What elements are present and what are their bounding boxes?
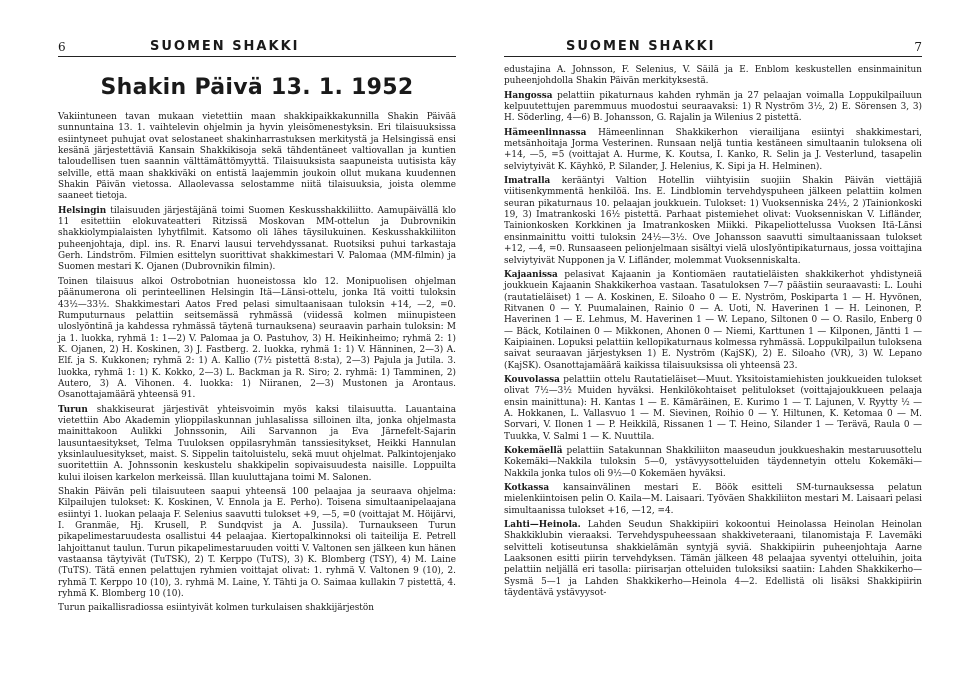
article-paragraph (504, 270, 922, 372)
left-page-body (58, 112, 456, 615)
right-page (480, 0, 960, 681)
paragraph-text: Vakiintuneen tavan mukaan vietettiin maan shakkipaikkakunnilla Shakin Päivää sunnuntaina 13. 1. vaihtelevin ohjelmin ja hyvin yleisömenestyksin. Eri tilaisuuksissa esiintyneet puhujat ovat selostaneet shakinharrastuksen merkitystä ja Helsingissä ensi kesänä järjestettäviä Kansain Shakkikisoja sekä tähdentäneet valtiovallan ja kuntien taloudellisen tuen saannin välttämättömyyttä. Tilaisuuksista saapuneista uutisista käy selville, että maan shakkiväki on entistä laajemmin joukoin ollut mukana kuudennen Shakin Päivän vietossa. Allaolevassa selostamme niitä tilaisuuksia, joista olemme saaneet tietoja. (58, 112, 456, 202)
paragraph-lead-word: Hangossa (504, 90, 553, 101)
article-paragraph (504, 91, 922, 125)
article-paragraph (504, 128, 922, 173)
paragraph-text: edustajina A. Johnsson, F. Selenius, V. Säilä ja E. Enblom keskustellen ensinmainitun puheenjohdolla Shakin Päivän merkityksestä. (504, 65, 922, 87)
left-journal-name: SUOMEN SHAKKI (150, 39, 300, 54)
paragraph-text: shakkiseurat järjestivät yhteisvoimin myös kaksi tilaisuutta. Lauantaina vietettiin Abo Akademin ylioppilaskunnan juhlasalissa silloinen ilta, jonka ohjelmasta mainittakoon Aulikki Johnssonin, Aili Sarvannon ja Eva Järnefelt-Sajarin lausuntaesitykset, Telma Tuuloksen oppilasryhmän tanssiesitykset, Heikki Hannulan yksinlauluesitykset, maist. S. Sippelin taitoluistelu, sekä muut ohjelmat. Palkintojenjako suoritettiin A. Johnssonin keskustelu shakkipelin sopivaisuudesta naisille. Loppuilta kului iloisen karkelon merkeissä. Illan kuuluttajana toimi M. Salonen. (58, 404, 456, 483)
paragraph-text: tilaisuuden järjestäjänä toimi Suomen Keskusshakkiliitto. Aamupäivällä klo 11 esitettiin elokuvateatteri Ritzissä Moskovan MM-ottelun ja Dubrovnikin shakkiolympialaisten lyhytfilmit. Katsomo oli lähes täysilukuinen. Keskusshakkiliiton puheenjohtaja, dipl. ins. R. Enarvi lausui tervehdyssanat. Ruotsiksi puhui tarkastaja Gerh. Lindström. Filmien esittelyn suorittivat shakkimestari V. Palomaa (MM-filmin) ja Suomen mestari K. Ojanen (Dubrovnikin filmin). (58, 205, 456, 273)
paragraph-text: Lahden Seudun Shakkipiiri kokoontui Heinolassa Heinolan Heinolan Shakkiklubin vieraaksi. Tervehdyspuheessaan shakkiveteraani, tilanomistaja F. Lavemäki selvitteli kotiseutunsa shakkielämän syntyjä syviä. Shakkipiirin puheenjohtaja Aarne Laaksonen esitti piirin tervehdyksen. Tämän jälkeen 48 pelaajaa syventyi otteluihin, joita pelattiin neljällä eri tasolla: piirisarjan otteluiden tuloksiksi saatiin: Lahden Shakkikerho—Sysmä 5—1 ja Lahden Shakkikerho—Heinola 4—2. Edellistä oli lisäksi Shakkipiirin täydentävä ystävyysot- (504, 520, 922, 599)
left-page-number: 6 (58, 40, 66, 54)
paragraph-lead-word: Imatralla (504, 176, 551, 187)
paragraph-text: kerääntyi Valtion Hotellin viihtyisiin suojiin Shakin Päivän viettäjiä viitisenkymmentä henkilöä. Ins. E. Lindblomin tervehdyspuheen jälkeen pelattiin kolmen seuran pikaturnaus 10. pelaajan joukkuein. Tulokset: 1) Vuoksenniska 24½, 2 )Tainionkoski 19, 3) Imatrankoski 16½ pistettä. Parhaat pistemiehet olivat: Vuoksenniskan V. Lifländer, Tainionkosken Korkkinen ja Imatrankosken Miikki. Pikapeliottelussa Vuoksen Itä-Länsi ensinmainittu voitti tuloksin 24½—3½. Ove Johansson saavutti simultaanissaan tulokset +12, —4, =0. Runsaaseen pelionjelmaan sisältyi vielä ulosIyöntipikaturnaus, jossa voittajina selviytyivät Nupponen ja V. Lifländer, molemmat Vuoksenniskalta. (504, 176, 922, 266)
paragraph-text: pelasivat Kajaanin ja Kontiomäen rautatieläisten shakkikerhot yhdistyneiä joukkuein Kajaanin Shakkikerhoa vastaan. Tasatuloksen 7—7 päästiin seuraavasti: L. Louhi (rautatieläiset) 1 — A. Koskinen, E. Siloaho 0 — E. Nyström, Poskiparta 1 — H. Hyvönen, Ritvanen 0 — Y. Puumalainen, Rainio 0 — A. Uoti, N. Haverinen 1 — H. Leinonen, P. Haverinen 1 — E. Lehmus, M. Haverinen 1 — W. Lepano, Siltonen 0 — O. Rasilo, Enberg 0 — Bäck, Kotilainen 0 — Mikkonen, Ahonen 0 — Niemi, Karttunen 1 — Kilponen, Jäntti 1 — Kaipiainen. Lopuksi pelattiin kellopikaturnaus kolmessa ryhmässä. Loppukilpailun tuloksena saivat seuraavan järjestyksen 1) E. Nyström (KajSK), 2) E. Siloaho (VR), 3) W. Lepano (KajSK). Osanottajamäärä kaikissa tilaisuuksissa oli yhteensä 23. (504, 269, 922, 371)
right-journal-name: SUOMEN SHAKKI (566, 39, 716, 54)
article-paragraph (504, 483, 922, 517)
paragraph-lead-word: Helsingin (58, 205, 107, 216)
right-page-number: 7 (914, 40, 922, 54)
paragraph-text: Turun paikallisradiossa esiintyivät kolmen turkulaisen shakkijärjestön (58, 603, 374, 614)
article-paragraph (504, 65, 922, 88)
article-paragraph (58, 487, 456, 600)
paragraph-text: kansainvälinen mestari E. Böök esitteli SM-turnauksessa pelatun mielenkiintoisen pelin O. Kaila—M. Laisaari. Työväen Shakkiliiton mestari M. Laisaari pelasi simultaanissa tulokset +16, —12, =4. (504, 483, 922, 516)
article-paragraph (504, 520, 922, 599)
article-paragraph (58, 603, 456, 614)
paragraph-text: pelattiin ottelu Rautatieläiset—Muut. Yksitoistamiehisten joukkueiden tulokset olivat 7½—3½ Muiden hyväksi. Henkilökohtaiset pelitulokset (voittajajoukkueen pelaaja ensin mainittuna): H. Kantas 1 — E. Kämäräinen, E. Kurimo 1 — T. Lajunen, V. Ryytty ½ — A. Hokkanen, L. Vallasvuo 1 — M. Sievinen, Roihio 0 — Y. Hiltunen, K. Ketomaa 0 — M. Sorvari, V. Ilonen 1 — P. Heikkilä, Rissanen 1 — T. Heino, Silander 1 — Terävä, Raula 0 — Tuukka, V. Salmi 1 — K. Nuuttila. (504, 374, 922, 442)
article-paragraph (504, 446, 922, 480)
paragraph-text: Toinen tilaisuus alkoi Ostrobotnian huoneistossa klo 12. Monipuolisen ohjelman päänumerona oli perinteellinen Helsingin Itä—Länsi-ottelu, jonka Itä voitti tuloksin 43½—33½. Shakkimestari Aatos Fred pelasi simultaanisaan tuloksin +14, —2, =0. Rumputurnaus pelattiin seitsemässä ryhmässä (viidessä kolmen miinupisteen uloslyöntinä ja kahdessa ryhmässä täytenä turnauksena) seuraavin parhain tuloksin: M ja 1. luokka, ryhmä 1: 1—2) V. Palomaa ja O. Pastuhov, 3) H. Heikinheimo; ryhmä 2: 1) K. Ojanen, 2) H. Koskinen, 3) J. Fastberg. 2. luokka, ryhmä 1: 1) V. Hänninen, 2—3) A. Elf. ja S. Kukkonen; ryhmä 2: 1) A. Kallio (7½ pistettä 8:sta), 2—3) Pajula ja Jutila. 3. luokka, ryhmä 1: 1) K. Kokko, 2—3) L. Backman ja R. Siro; 2. ryhmä: 1) Tamminen, 2) Autero, 3) A. Vihonen. 4. luokka: 1) Niiranen, 2—3) Mustonen ja Arontaus. Osanottajamäärä yhteensä 91. (58, 276, 456, 401)
paragraph-lead-word: Lahti—Heinola. (504, 520, 581, 531)
paragraph-lead-word: Kokemäellä (504, 446, 563, 456)
article-title: Shakin Päivä 13. 1. 1952 (100, 75, 414, 100)
article-paragraph (58, 277, 456, 402)
paragraph-lead-word: Kajaanissa (504, 269, 558, 280)
paragraph-text: Hämeenlinnan Shakkikerhon vierailijana esiintyi shakkimestari, metsänhoitaja Jorma Vesterinen. Runsaan neljä tuntia kestäneen simultaanin tuloksena oli +14, —5, =5 (voittajat A. Hurme, K. Koutsa, I. Kanko, R. Selin ja J. Vesterlund, tasapelin selviytyivät K. Käyhkö, P. Silander, J. Helenius, K. Sipi ja H. Helminen). (504, 127, 922, 172)
paragraph-text: Shakin Päivän peli tilaisuuteen saapui yhteensä 100 pelaajaa ja seuraava ohjelma: Kilpailujen tulokset: K. Koskinen, V. Ennola ja E. Perho). Toisena simultaanipelaajana esiintyi 1. luokan pelaaja F. Selenius saavutti tulokset +9, —5, =0 (voittajat M. Höijärvi, I. Granmäe, Hj. Krusell, P. Sundqvist ja A. Jussila). Turnaukseen Turun pikapelimestaruudesta osallistui 44 pelaajaa. Kiertopalkinnoksi oli taiteilija E. Petrell lahjoittanut taulun. Turun pikapelimestaruuden voitti V. Valtonen sen jälkeen kun hänen vastaansa täytyivät (TuTSK), 2) T. Kerppo (TuTS), 3) K. Blomberg (TSY), 4) M. Laine (TuTS). Tätä ennen pelattujen ryhmien voittajat olivat: 1. ryhmä V. Valtonen 9 (10), 2. ryhmä T. Kerppo 10 (10), 3. ryhmä M. Laine, Y. Tähti ja O. Saimaa kullakin 7 pistettä, 4. ryhmä K. Blomberg 10 (10). (58, 487, 456, 600)
paragraph-lead-word: Kouvolassa (504, 374, 560, 385)
article-paragraph (58, 405, 456, 484)
paragraph-lead-word: Hämeenlinnassa (504, 127, 587, 138)
paragraph-lead-word: Kotkassa (504, 483, 550, 494)
paragraph-text: pelattiin pikaturnaus kahden ryhmän ja 27 pelaajan voimalla Loppukilpailuun kelpuutettujen paremmuus muodostui seuraavaksi: 1) R Nyström 3½, 2) E. Sörensen 3, 3) H. Söderling, 4—6) B. Johansson, G. Rajalin ja Wilenius 2 pistettä. (504, 90, 922, 124)
article-paragraph (58, 206, 456, 274)
right-page-header (504, 38, 922, 57)
paragraph-text: pelattiin Satakunnan Shakkiliiton maaseudun joukkueshakin mestaruusottelu Kokemäki—Nakkila tuloksin 5—0, ystävyysotteluiden täydennetyin ottelu Kokemäki—Nakkila jonka tulos oli 9½—0 Kokemäen hyväksi. (504, 446, 922, 479)
article-paragraph (58, 112, 456, 203)
left-page-header (58, 38, 456, 57)
article-paragraph (504, 375, 922, 443)
right-page-body (504, 65, 922, 599)
paragraph-lead-word: Turun (58, 404, 88, 415)
article-paragraph (504, 176, 922, 267)
